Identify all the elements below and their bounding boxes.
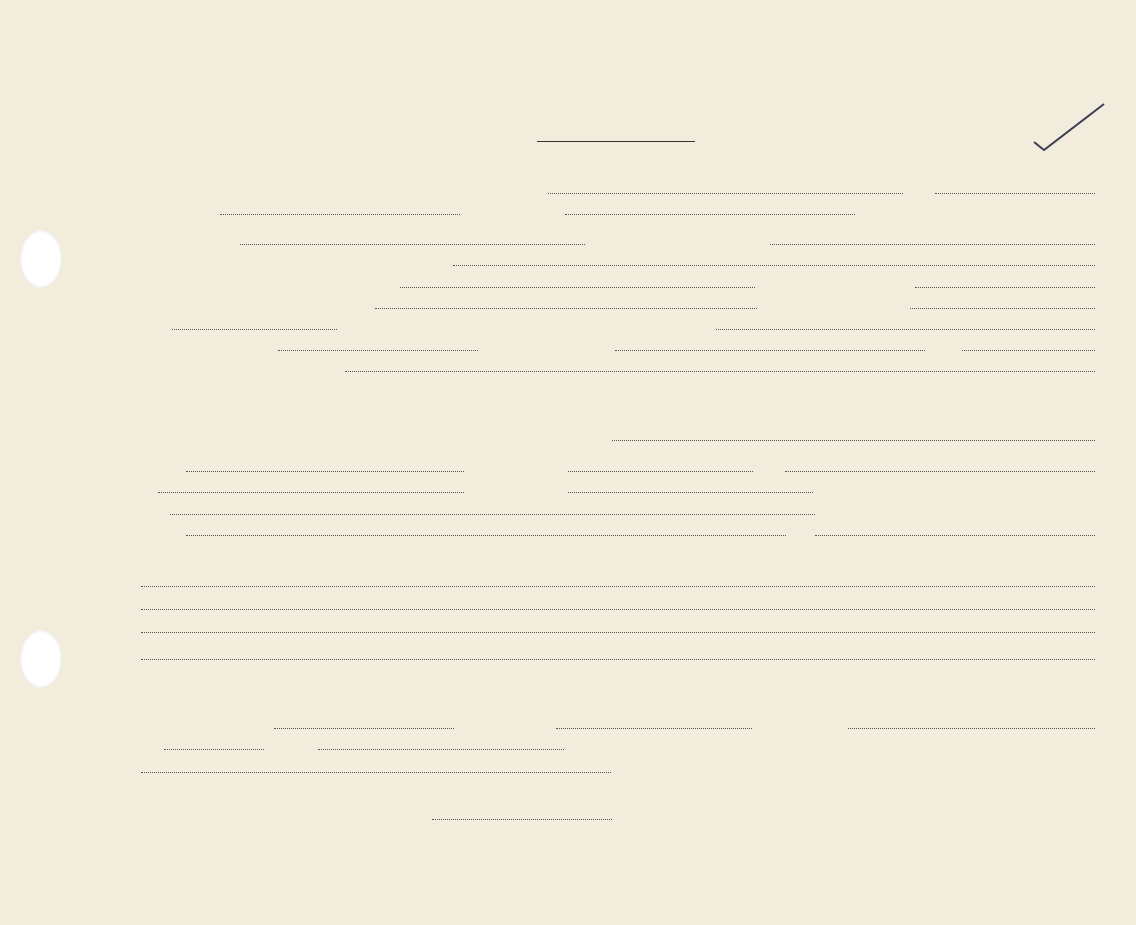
- check-mark-icon: [1032, 100, 1107, 155]
- dotted-leader: [141, 772, 611, 773]
- dotted-leader: [274, 728, 454, 729]
- dotted-leader: [915, 287, 1095, 288]
- dotted-leader: [164, 749, 264, 750]
- dotted-leader: [453, 265, 1095, 266]
- dotted-leader: [962, 350, 1095, 351]
- dotted-leader: [220, 214, 460, 215]
- dotted-leader: [400, 287, 755, 288]
- dotted-leader: [785, 471, 1095, 472]
- dotted-leader: [815, 535, 1095, 536]
- dotted-leader: [141, 609, 1095, 610]
- dotted-leader: [565, 214, 855, 215]
- punch-hole-top: [20, 230, 62, 288]
- dotted-leader: [141, 659, 1095, 660]
- dotted-leader: [848, 728, 1095, 729]
- dotted-leader: [240, 244, 585, 245]
- dotted-leader: [935, 193, 1095, 194]
- dotted-leader: [548, 193, 903, 194]
- dotted-leader: [158, 492, 464, 493]
- dotted-leader: [375, 308, 757, 309]
- punch-hole-bottom: [20, 630, 62, 688]
- dotted-leader: [141, 586, 1095, 587]
- dotted-leader: [141, 632, 1095, 633]
- dotted-leader: [615, 350, 925, 351]
- dotted-leader: [770, 244, 1095, 245]
- dotted-leader: [345, 371, 1095, 372]
- dotted-leader: [432, 819, 612, 820]
- dotted-leader: [186, 535, 786, 536]
- dotted-leader: [318, 749, 564, 750]
- title-rule: [537, 141, 695, 142]
- dotted-leader: [612, 440, 1095, 441]
- dotted-leader: [568, 492, 813, 493]
- dotted-leader: [170, 514, 815, 515]
- dotted-leader: [278, 350, 478, 351]
- dotted-leader: [186, 471, 464, 472]
- dotted-leader: [716, 329, 1095, 330]
- dotted-leader: [172, 329, 337, 330]
- dotted-leader: [568, 471, 753, 472]
- dotted-leader: [910, 308, 1095, 309]
- dotted-leader: [556, 728, 752, 729]
